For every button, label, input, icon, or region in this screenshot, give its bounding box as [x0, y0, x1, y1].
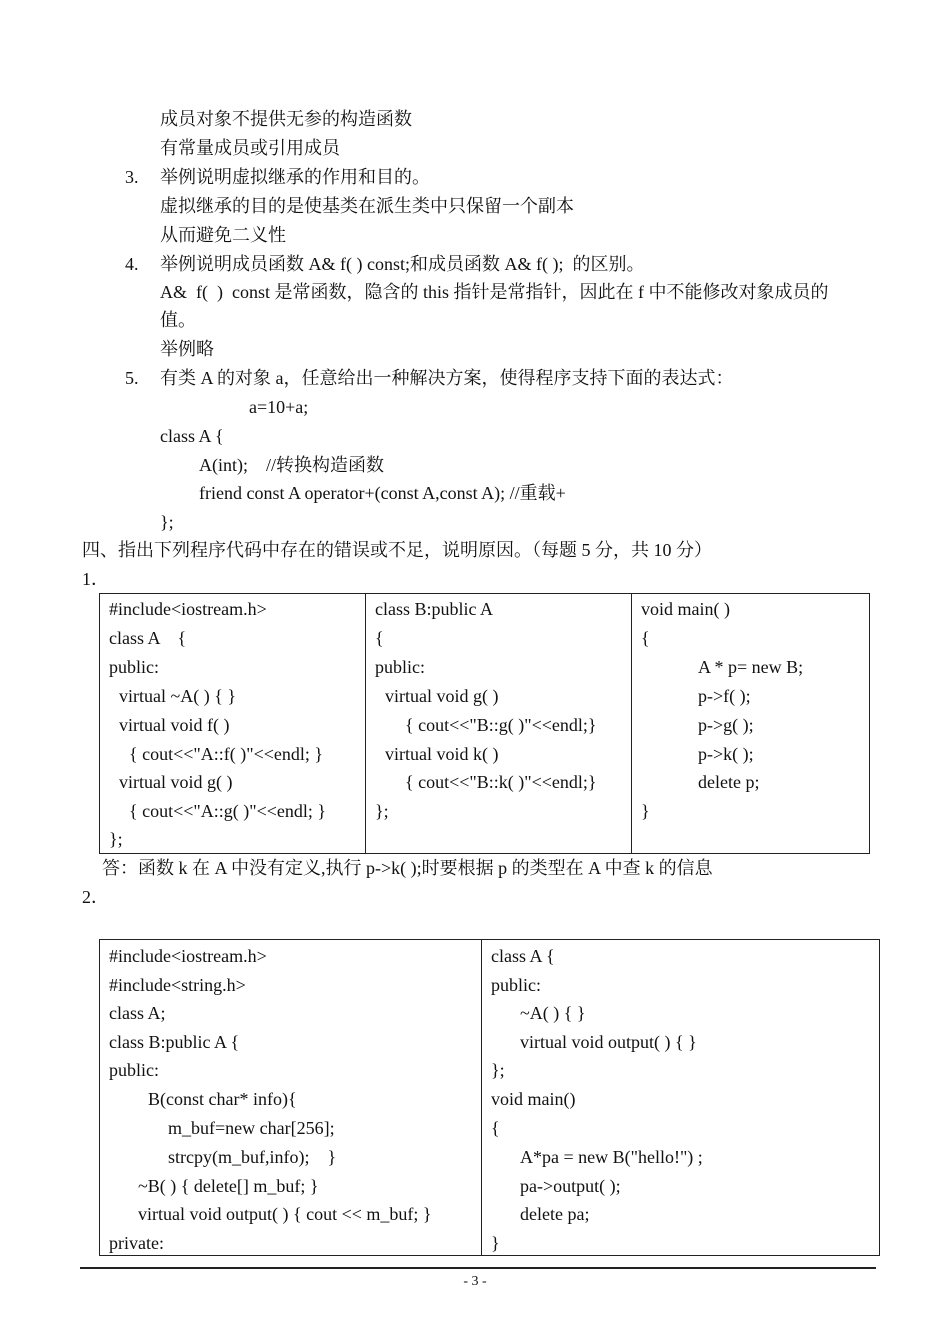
- code-line: class B:public A: [375, 599, 493, 619]
- text-line: A(int); //转换构造函数: [199, 455, 384, 475]
- text-line: 从而避免二义性: [160, 225, 286, 245]
- text-line: 答：函数 k 在 A 中没有定义,执行 p->k( );时要根据 p 的类型在 A 中查 k 的信息: [102, 858, 713, 878]
- code-line: delete pa;: [520, 1204, 590, 1224]
- code-line: delete p;: [698, 772, 760, 792]
- text-line: class A {: [160, 426, 224, 446]
- text-line: 成员对象不提供无参的构造函数: [160, 109, 412, 129]
- code-line: public:: [375, 657, 425, 677]
- table-divider: [631, 594, 632, 853]
- text-line: 举例略: [160, 339, 214, 359]
- code-line: p->k( );: [698, 744, 754, 764]
- page-number: - 3 -: [463, 1274, 487, 1289]
- code-line: public:: [109, 657, 159, 677]
- code-line: strcpy(m_buf,info); }: [168, 1147, 337, 1167]
- code-line: m_buf=new char[256];: [168, 1118, 335, 1138]
- code-line: {: [375, 628, 384, 648]
- text-line: 举例说明虚拟继承的作用和目的。: [160, 167, 430, 187]
- text-line: 虚拟继承的目的是使基类在派生类中只保留一个副本: [160, 196, 574, 216]
- text-line: 四、指出下列程序代码中存在的错误或不足，说明原因。（每题 5 分，共 10 分）: [82, 540, 712, 560]
- text-line: };: [160, 512, 174, 532]
- text-line: a=10+a;: [249, 397, 309, 417]
- text-line: 5.: [125, 368, 139, 388]
- code-line: class A {: [109, 628, 187, 648]
- code-line: virtual ~A( ) { }: [119, 686, 236, 706]
- code-line: B(const char* info){: [148, 1089, 297, 1109]
- text-line: 有类 A 的对象 a，任意给出一种解决方案，使得程序支持下面的表达式：: [160, 368, 734, 388]
- code-line: pa->output( );: [520, 1176, 621, 1196]
- code-line: ~B( ) { delete[] m_buf; }: [138, 1176, 319, 1196]
- code-line: { cout<<"A::f( )"<<endl; }: [129, 744, 324, 764]
- text-line: 4.: [125, 254, 139, 274]
- text-line: 1．: [82, 569, 109, 589]
- text-line: 值。: [160, 310, 196, 330]
- code-line: A*pa = new B("hello!") ;: [520, 1147, 703, 1167]
- code-line: class A;: [109, 1003, 166, 1023]
- code-line: {: [491, 1118, 500, 1138]
- code-line: virtual void k( ): [385, 744, 499, 764]
- code-line: A * p= new B;: [698, 657, 804, 677]
- code-line: virtual void g( ): [385, 686, 499, 706]
- code-line: #include<iostream.h>: [109, 946, 267, 966]
- code-line: public:: [491, 975, 541, 995]
- table-divider: [365, 594, 366, 853]
- footer-rule: [80, 1267, 876, 1269]
- code-line: virtual void g( ): [119, 772, 233, 792]
- code-line: void main( ): [641, 599, 730, 619]
- code-line: class B:public A {: [109, 1032, 240, 1052]
- table-divider: [481, 940, 482, 1255]
- code-line: virtual void f( ): [119, 715, 230, 735]
- code-line: }: [641, 801, 650, 821]
- code-line: virtual void output( ) { }: [520, 1032, 697, 1052]
- code-line: p->g( );: [698, 715, 754, 735]
- code-line: p->f( );: [698, 686, 751, 706]
- text-line: A& f( ) const 是常函数，隐含的 this 指针是常指针，因此在 f 中不能修改对象成员的: [160, 282, 829, 302]
- code-line: { cout<<"B::k( )"<<endl;}: [405, 772, 597, 792]
- code-line: };: [109, 829, 123, 849]
- code-line: void main(): [491, 1089, 576, 1109]
- code-line: #include<string.h>: [109, 975, 246, 995]
- text-line: 有常量成员或引用成员: [160, 138, 340, 158]
- code-line: public:: [109, 1060, 159, 1080]
- text-line: 举例说明成员函数 A& f( ) const;和成员函数 A& f( ); 的区别。: [160, 254, 645, 274]
- code-line: ~A( ) { }: [520, 1003, 586, 1023]
- code-line: {: [641, 628, 650, 648]
- code-line: { cout<<"A::g( )"<<endl; }: [129, 801, 327, 821]
- code-line: { cout<<"B::g( )"<<endl;}: [405, 715, 597, 735]
- text-line: 2．: [82, 887, 109, 907]
- code-line: }: [491, 1233, 500, 1253]
- code-line: };: [491, 1060, 505, 1080]
- code-line: class A {: [491, 946, 555, 966]
- code-line: private:: [109, 1233, 164, 1253]
- code-line: #include<iostream.h>: [109, 599, 267, 619]
- text-line: 3.: [125, 167, 139, 187]
- code-line: };: [375, 801, 389, 821]
- code-line: virtual void output( ) { cout << m_buf; }: [138, 1204, 432, 1224]
- text-line: friend const A operator+(const A,const A); //重载+: [199, 483, 566, 503]
